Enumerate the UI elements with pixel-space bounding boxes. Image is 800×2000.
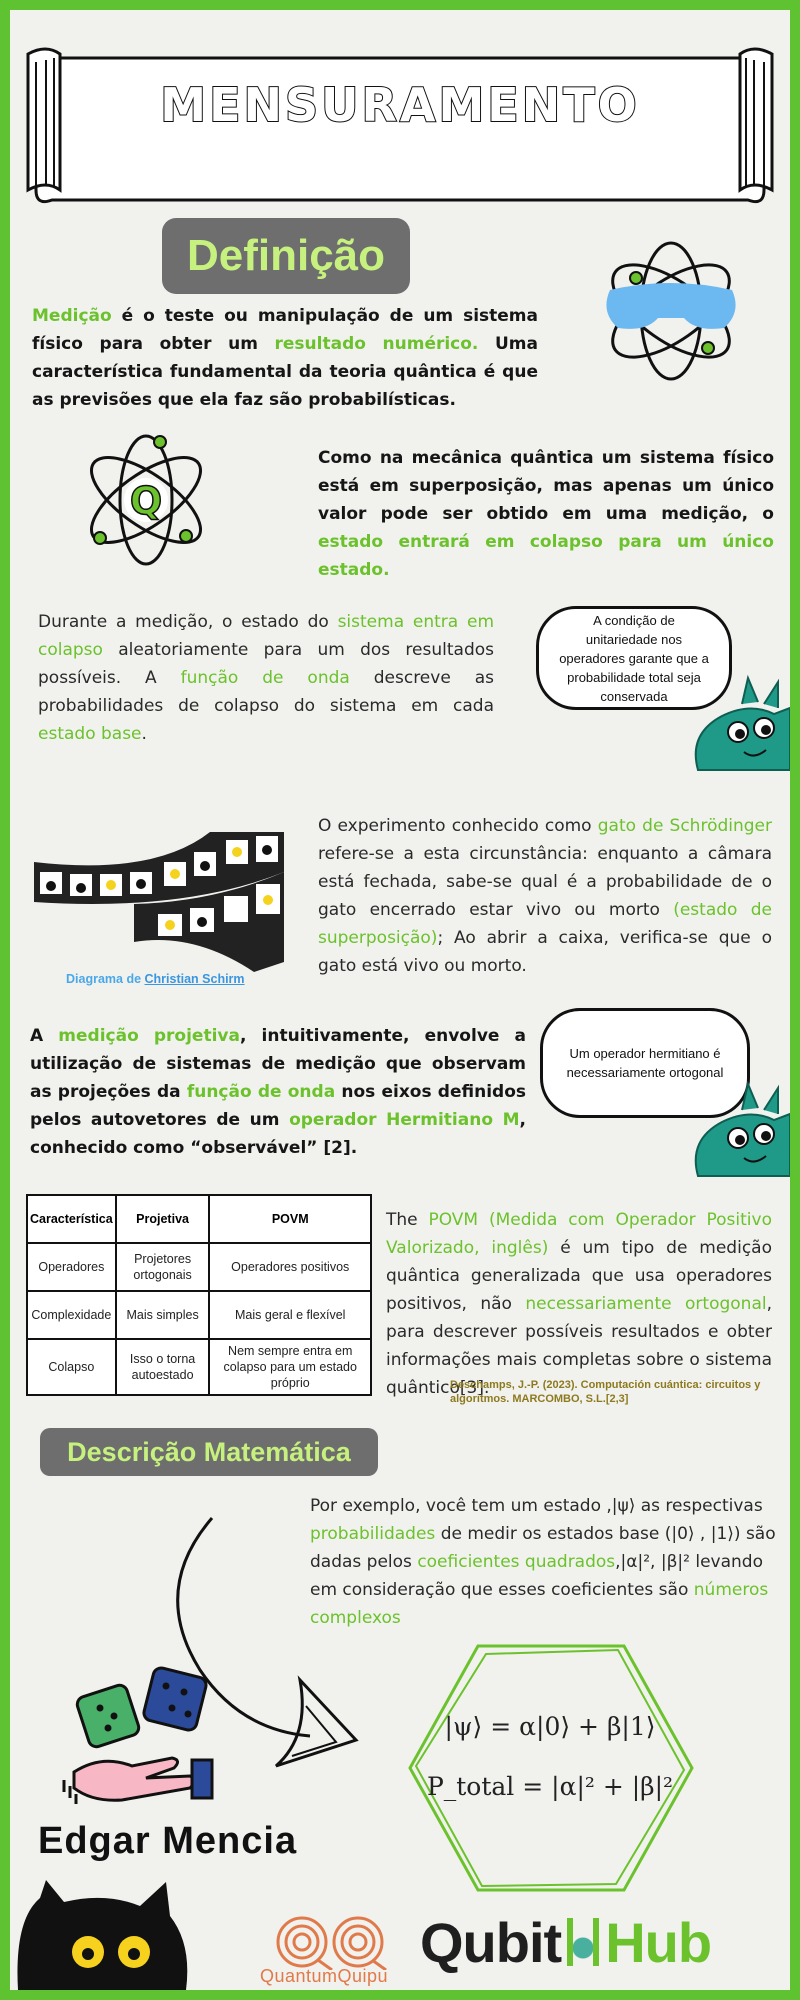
povm-paragraph: The POVM (Medida com Operador Positivo Valorizado, inglês) é um tipo de medição quântica generalizada que usa operadores positivos, não necessariamente ortogonal, para descrever possíveis resultados e obter informações mais completas sobre o sistema quântico[3]. bbox=[386, 1210, 772, 1398]
credit-link[interactable]: Christian Schirm bbox=[144, 972, 245, 986]
hub-icon bbox=[561, 1918, 605, 1966]
diagram-credit: Diagrama de Christian Schirm bbox=[66, 972, 245, 986]
section-heading-math: Descrição Matemática bbox=[40, 1428, 378, 1476]
table-header-cell: Característica bbox=[27, 1195, 116, 1243]
quantumquipu-logo-icon bbox=[272, 1914, 388, 1970]
qubithub-logo: Qubit Hub bbox=[420, 1911, 712, 1974]
projective-measurement-paragraph: A medição projetiva, intuitivamente, envolve a utilização de sistemas de medição que observam as projeções da função de onda nos eixos definidos pelos autovetores de um operador Hermitiano M, conhecido como “observável” [2]. bbox=[30, 1026, 527, 1158]
table-row bbox=[27, 1243, 371, 1291]
table-cell: Projetores ortogonais bbox=[116, 1243, 210, 1291]
table-header-row bbox=[27, 1195, 371, 1243]
definition-paragraph: Medição é o teste ou manipulação de um sistema físico para obter um resultado numérico. Uma característica fundamental da teoria quântica é que as previsões que ela faz são probabilísticas. bbox=[32, 306, 538, 410]
quantumquipu-logo-text: QuantumQuipu bbox=[260, 1966, 389, 1986]
math-paragraph: Por exemplo, você tem um estado ,|ψ⟩ as respectivas probabilidades de medir os estados base (|0⟩ , |1⟩) são dadas pelos coeficientes quadrados,|α|², |β|² levando em consideração que esses coeficientes são números complexos bbox=[310, 1496, 776, 1628]
table-cell: Operadores positivos bbox=[209, 1243, 371, 1291]
schrodinger-paragraph: O experimento conhecido como gato de Schrödinger refere-se a esta circunstância: enquanto a câmara está fechada, sabe-se qual é a probabilidade de o gato encerrado estar vivo ou morto (estado de superposição); Ao abrir a caixa, verifica-se que o gato está vivo ou morto. bbox=[318, 816, 773, 976]
state-formula: |ψ⟩ = α|0⟩ + β|1⟩ bbox=[444, 1712, 656, 1741]
svg-text:Q: Q bbox=[129, 479, 163, 523]
infographic-page bbox=[10, 10, 790, 1990]
comparison-table bbox=[26, 1194, 372, 1396]
table-cell: Mais geral e flexível bbox=[209, 1291, 371, 1339]
table-cell: Mais simples bbox=[116, 1291, 210, 1339]
table-cell: Isso o torna autoestado bbox=[116, 1339, 210, 1395]
page-title: MENSURAMENTO bbox=[160, 78, 640, 132]
speech-bubble-hermitian: Um operador hermitiano é necessariamente ortogonal bbox=[540, 1008, 750, 1118]
table-cell: Colapso bbox=[27, 1339, 116, 1395]
hexagon-frame bbox=[402, 1638, 698, 1898]
creature-mascot-icon-2 bbox=[678, 1080, 790, 1180]
author-name: Edgar Mencia bbox=[38, 1820, 298, 1862]
table-header-cell: Projetiva bbox=[116, 1195, 210, 1243]
black-cat-icon bbox=[10, 1880, 200, 1990]
speech-bubble-unitarity: A condição de unitariedade nos operadores garante que a probabilidade total seja conservada bbox=[536, 606, 732, 710]
creature-mascot-icon bbox=[678, 674, 790, 774]
atom-mask-icon bbox=[596, 236, 746, 386]
superposition-paragraph: Como na mecânica quântica um sistema físico está em superposição, mas apenas um único valor pode ser obtido em uma medição, o estado entrará em colapso para um único estado. bbox=[318, 448, 774, 580]
table-row bbox=[27, 1291, 371, 1339]
table-header-cell: POVM bbox=[209, 1195, 371, 1243]
section-heading-definition: Definição bbox=[162, 218, 410, 294]
table-cell: Operadores bbox=[27, 1243, 116, 1291]
atom-q-icon bbox=[76, 430, 216, 570]
collapse-paragraph: Durante a medição, o estado do sistema entra em colapso aleatoriamente para um dos resultados possíveis. A função de onda descreve as probabilidades de colapso do sistema em cada estado base. bbox=[38, 612, 495, 744]
probability-formula: P_total = |α|² + |β|² bbox=[426, 1772, 674, 1801]
table-cell: Nem sempre entra em colapso para um estado próprio bbox=[209, 1339, 371, 1395]
table-row bbox=[27, 1339, 371, 1395]
dice-hand-icon bbox=[62, 1662, 232, 1812]
schrodinger-film-diagram bbox=[34, 832, 284, 972]
citation: Deschamps, J.-P. (2023). Computación cuántica: circuitos y algoritmos. MARCOMBO, S.L.[2,3] bbox=[450, 1379, 761, 1405]
table-cell: Complexidade bbox=[27, 1291, 116, 1339]
